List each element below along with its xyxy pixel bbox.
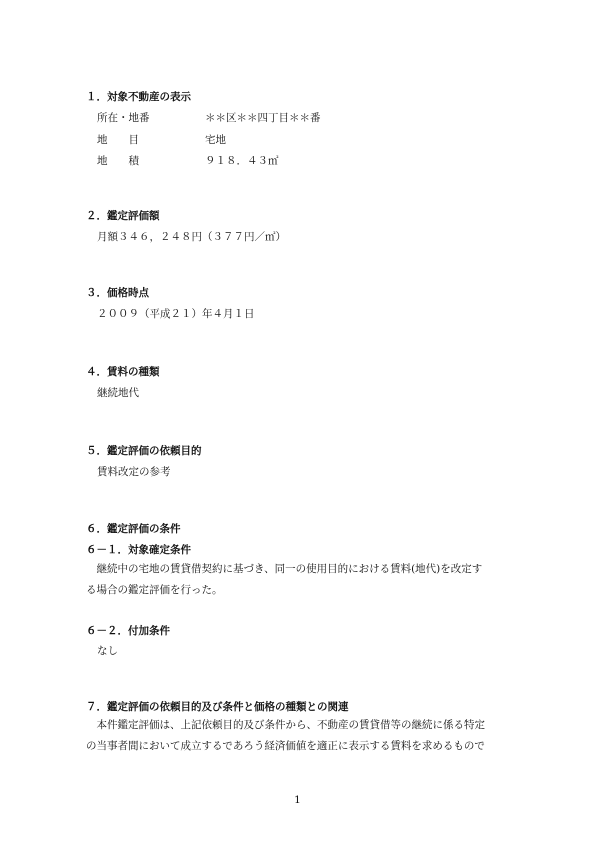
section-6-1-heading: ６－１．対象確定条件 [86,544,191,556]
section-7-line-2: の当事者間において成立するであろう経済価値を適正に表示する賃料を求めるもので [86,740,485,752]
appraisal-value: 月額３４６，２４８円（３７７円／㎡） [97,231,286,243]
location-value: ＊＊区＊＊四丁目＊＊番 [205,112,321,124]
page-number: 1 [294,794,301,806]
section-7-heading: ７．鑑定評価の依頼目的及び条件と価格の種類との関連 [86,701,349,713]
section-6-2-heading: ６－２．付加条件 [86,625,170,637]
land-category-value: 宅地 [205,134,226,146]
section-2-heading: ２．鑑定評価額 [86,210,160,222]
appraisal-purpose: 賃料改定の参考 [97,466,171,478]
section-6-1-line-1: 継続中の宅地の賃貸借契約に基づき、同一の使用目的における賃料(地代)を改定す [96,563,483,575]
section-3-heading: ３．価格時点 [86,287,149,299]
land-area-value: ９１８．４３㎡ [205,155,279,167]
section-4-heading: ４．賃料の種類 [86,366,160,378]
land-category-label: 地 目 [97,134,139,146]
additional-conditions: なし [97,645,118,657]
valuation-date: ２００９（平成２１）年４月１日 [97,308,255,320]
rent-type: 継続地代 [97,387,139,399]
section-1-heading: １．対象不動産の表示 [86,91,191,103]
section-6-1-body [86,559,518,601]
section-6-1-line-2: る場合の鑑定評価を行った。 [86,584,223,596]
section-5-heading: ５．鑑定評価の依頼目的 [86,445,202,457]
land-area-label: 地 積 [97,155,139,167]
section-6-heading: ６．鑑定評価の条件 [86,523,181,535]
section-7-body [86,715,518,757]
location-label: 所在・地番 [97,112,150,124]
section-7-line-1: 本件鑑定評価は、上記依頼目的及び条件から、不動産の賃貸借等の継続に係る特定 [96,719,485,731]
